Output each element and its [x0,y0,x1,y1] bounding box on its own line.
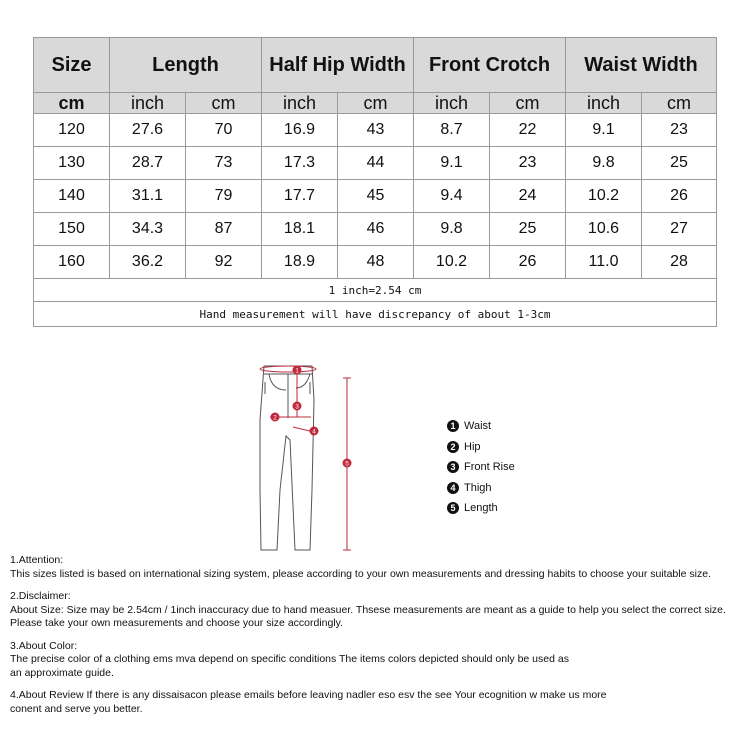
legend-item-length [447,498,515,519]
conversion-note: 1 inch=2.54 cm [34,279,717,302]
legend-label: Front Rise [464,461,515,474]
measurement-marker-5 [343,459,352,468]
note-about-color [10,640,745,681]
unit-cell: inch [566,93,642,114]
table-cell: 11.0 [566,246,642,279]
pants-outline [260,366,314,550]
table-row [34,213,717,246]
table-cell: 48 [338,246,414,279]
table-cell: 79 [186,180,262,213]
svg-text:4: 4 [312,428,316,436]
note-disclaimer [10,590,745,631]
unit-cell: inch [262,93,338,114]
table-cell: 92 [186,246,262,279]
note-about-review [10,689,745,716]
table-row [34,114,717,147]
table-cell: 23 [642,114,717,147]
legend-item-hip [447,437,515,458]
table-cell: 17.7 [262,180,338,213]
header-row [34,38,717,93]
header-size: Size [34,38,110,93]
table-cell: 16.9 [262,114,338,147]
unit-cell: cm [34,93,110,114]
table-cell: 10.6 [566,213,642,246]
note-line: The precise color of a clothing ems mva depend on specific conditions The items colors depicted should only be used as [10,653,569,665]
table-cell: 34.3 [110,213,186,246]
table-cell: 26 [490,246,566,279]
svg-text:2: 2 [273,414,277,422]
unit-cell: cm [490,93,566,114]
header-waist-width: Waist Width [566,38,717,93]
table-cell: 25 [642,147,717,180]
legend-label: Thigh [464,481,492,494]
measurement-marker-4 [310,427,319,436]
table-cell: 9.8 [566,147,642,180]
number-1-icon: 1 [447,420,459,432]
number-3-icon: 3 [447,461,459,473]
legend-item-waist [447,416,515,437]
note-line: This sizes listed is based on international sizing system, please according to your own measurements and dressing habits to choose your suitable size. [10,567,711,580]
note-line: 4.About Review If there is any dissaisacon please emails before leaving nadler eso esv the see Your ecognition w make us more [10,689,607,701]
table-cell: 17.3 [262,147,338,180]
measurement-lines [260,366,351,550]
table-cell: 31.1 [110,180,186,213]
table-cell: 9.1 [566,114,642,147]
legend-item-front-rise [447,457,515,478]
header-front-crotch: Front Crotch [414,38,566,93]
table-cell: 70 [186,114,262,147]
measurement-marker-3 [293,402,302,411]
discrepancy-note: Hand measurement will have discrepancy of about 1-3cm [34,302,717,327]
unit-cell: cm [338,93,414,114]
table-cell: 27 [642,213,717,246]
note-line: an approximate guide. [10,666,114,679]
table-cell: 36.2 [110,246,186,279]
table-cell: 43 [338,114,414,147]
unit-cell: cm [186,93,262,114]
table-cell: 120 [34,114,110,147]
table-cell: 9.8 [414,213,490,246]
table-cell: 8.7 [414,114,490,147]
pants-measurement-diagram [250,360,370,560]
note-title: 3.About Color: [10,639,78,652]
table-cell: 28 [642,246,717,279]
table-cell: 18.1 [262,213,338,246]
table-cell: 23 [490,147,566,180]
discrepancy-row [34,302,717,327]
table-cell: 160 [34,246,110,279]
table-cell: 22 [490,114,566,147]
measurement-legend [447,416,515,519]
unit-cell: inch [110,93,186,114]
note-attention [10,554,745,581]
note-line: conent and serve you better. [10,702,143,715]
table-cell: 18.9 [262,246,338,279]
table-cell: 44 [338,147,414,180]
table-cell: 28.7 [110,147,186,180]
conversion-row [34,279,717,302]
table-cell: 140 [34,180,110,213]
note-title: 1.Attention: [10,554,64,566]
legend-item-thigh [447,478,515,499]
table-cell: 87 [186,213,262,246]
table-cell: 9.4 [414,180,490,213]
header-length: Length [110,38,262,93]
unit-cell: cm [642,93,717,114]
number-4-icon: 4 [447,482,459,494]
number-2-icon: 2 [447,441,459,453]
note-title: 2.Disclaimer: [10,590,71,602]
notes-section [10,554,745,725]
svg-text:3: 3 [295,403,299,411]
table-cell: 27.6 [110,114,186,147]
table-cell: 130 [34,147,110,180]
size-chart-table [33,37,717,327]
table-cell: 24 [490,180,566,213]
measurement-marker-1 [293,366,302,375]
legend-label: Length [464,502,498,515]
unit-cell: inch [414,93,490,114]
measurement-marker-2 [271,413,280,422]
note-line: About Size: Size may be 2.54cm / 1inch inaccuracy due to hand measuer. Thsese measurements are meant as a guide to help you select the correct size. [10,603,726,616]
table-cell: 45 [338,180,414,213]
note-line: Please take your own measurements and choose your size accordingly. [10,617,344,629]
number-5-icon: 5 [447,502,459,514]
table-cell: 10.2 [566,180,642,213]
table-cell: 10.2 [414,246,490,279]
table-cell: 73 [186,147,262,180]
header-half-hip-width: Half Hip Width [262,38,414,93]
units-row [34,93,717,114]
table-cell: 25 [490,213,566,246]
table-cell: 46 [338,213,414,246]
legend-label: Waist [464,420,492,433]
table-cell: 26 [642,180,717,213]
svg-text:5: 5 [345,460,349,468]
table-row [34,246,717,279]
table-row [34,147,717,180]
table-cell: 9.1 [414,147,490,180]
svg-text:1: 1 [295,367,299,375]
table-row [34,180,717,213]
table-cell: 150 [34,213,110,246]
legend-label: Hip [464,440,481,453]
